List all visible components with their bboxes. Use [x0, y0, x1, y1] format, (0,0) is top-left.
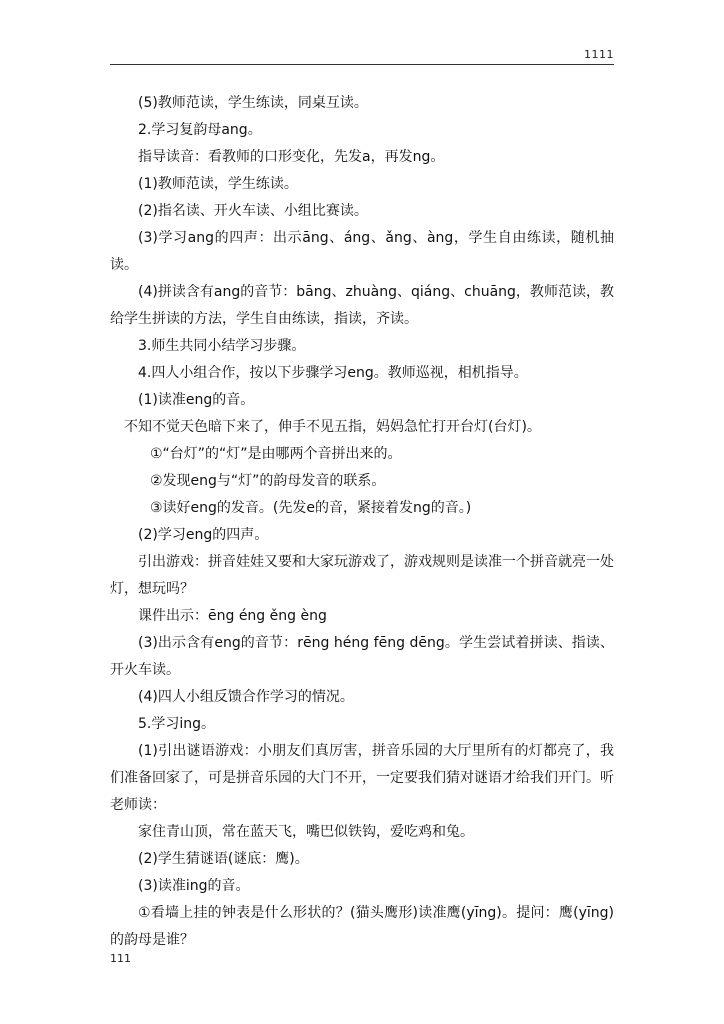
paragraph: (4)拼读含有ang的音节：bāng、zhuàng、qiáng、chuāng，教师范读，教给学生拼读的方法，学生自由练读，指读，齐读。: [110, 284, 614, 327]
list-item: ②发现eng与“灯”的韵母发音的联系。: [150, 473, 386, 489]
paragraph: (4)四人小组反馈合作学习的情况。: [138, 689, 354, 705]
paragraph: (3)学习ang的四声：出示āng、áng、ǎng、àng，学生自由练读，随机抽读。: [110, 230, 614, 273]
paragraph: (1)引出谜语游戏：小朋友们真厉害，拼音乐园的大厅里所有的灯都亮了，我们准备回家了，可是拼音乐园的大门不开，一定要我们猜对谜语才给我们开门。听老师读：: [110, 743, 614, 813]
header-divider: [110, 64, 614, 65]
header-page-number: 1111: [584, 48, 614, 61]
paragraph: (1)读准eng的音。: [138, 392, 255, 408]
section-heading: 3.师生共同小结学习步骤。: [138, 338, 306, 354]
paragraph: (2)学生猜谜语(谜底：鹰)。: [138, 851, 309, 867]
paragraph: 指导读音：看教师的口形变化，先发a，再发ng。: [138, 149, 445, 165]
paragraph: (1)教师范读，学生练读。: [138, 176, 298, 192]
section-heading: 5.学习ing。: [138, 716, 216, 732]
riddle-text: 家住青山顶，常在蓝天飞，嘴巴似铁钩，爱吃鸡和兔。: [138, 824, 474, 840]
paragraph: (3)出示含有eng的音节：rēng héng fēng dēng。学生尝试着拼读、指读、开火车读。: [110, 635, 614, 678]
document-body: [110, 90, 614, 954]
list-item: ①“台灯”的“灯”是由哪两个音拼出来的。: [150, 446, 402, 462]
paragraph: (2)指名读、开火车读、小组比赛读。: [138, 203, 368, 219]
paragraph: 引出游戏：拼音娃娃又要和大家玩游戏了，游戏规则是读准一个拼音就亮一处灯，想玩吗？: [110, 554, 614, 597]
paragraph: ①看墙上挂的钟表是什么形状的？(猫头鹰形)读准鹰(yīng)。提问：鹰(yīng)的韵母是谁？: [110, 905, 614, 948]
section-heading: 4.四人小组合作，按以下步骤学习eng。教师巡视，相机指导。: [138, 365, 528, 381]
paragraph: (5)教师范读，学生练读，同桌互读。: [138, 95, 368, 111]
footer-page-number: 111: [110, 952, 131, 965]
section-heading: 2.学习复韵母ang。: [138, 122, 262, 138]
story-text: 不知不觉天色暗下来了，伸手不见五指，妈妈急忙打开台灯(台灯)。: [124, 419, 541, 435]
paragraph: (2)学习eng的四声。: [138, 527, 269, 543]
list-item: ③读好eng的发音。(先发e的音，紧接着发ng的音。): [150, 500, 472, 516]
paragraph: 课件出示：ēng éng ěng èng: [138, 608, 327, 624]
paragraph: (3)读准ing的音。: [138, 878, 250, 894]
